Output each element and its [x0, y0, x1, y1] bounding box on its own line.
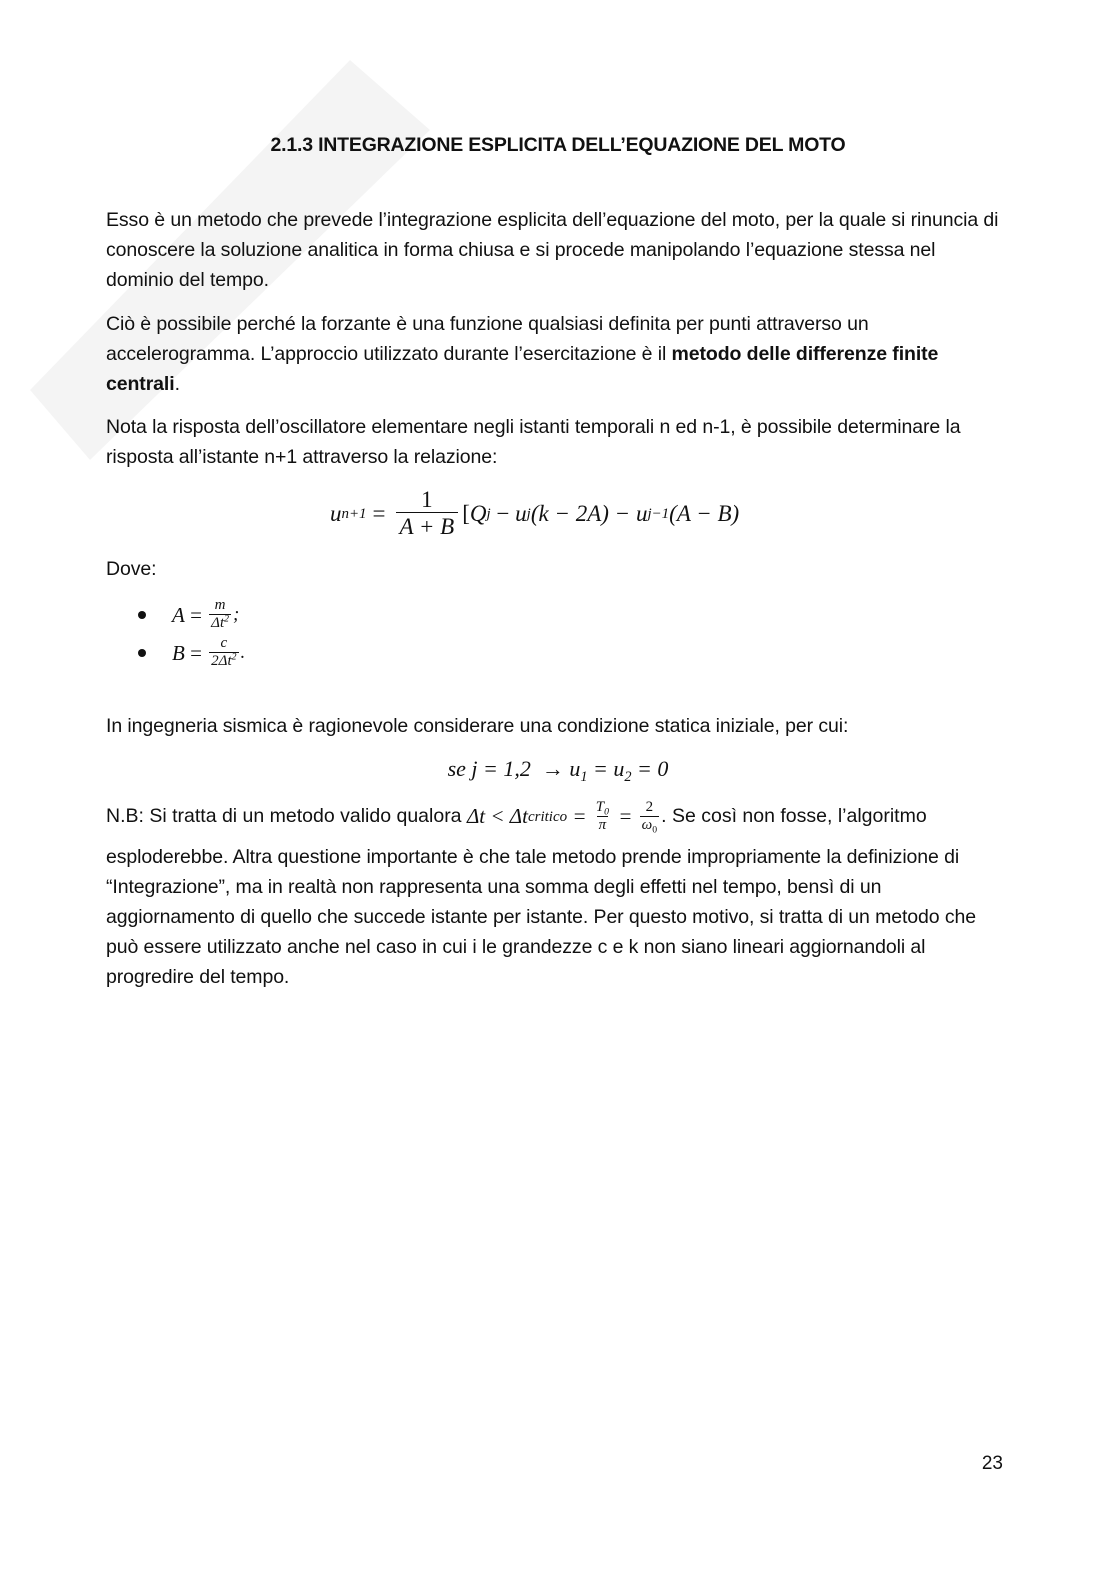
- def-a-den: Δt: [211, 615, 225, 632]
- nb-f1-den: π: [598, 816, 607, 833]
- def-a-fraction: [209, 598, 231, 631]
- def-b-var: B: [172, 640, 185, 665]
- nb-fraction-omega: [640, 799, 659, 836]
- def-b-eq: =: [184, 640, 208, 665]
- paragraph-method-text: Ciò è possibile perché la forzante è una funzione qualsiasi definita per punti attraverso un accelerogramma. L’approccio utilizzato durante l’esercitazione è il: [106, 313, 869, 365]
- nb-f1-num: T: [595, 799, 605, 815]
- list-item: [138, 634, 245, 672]
- nb-tail: . Se così non fosse, l’algoritmo: [661, 805, 927, 828]
- paragraph-intro: Esso è un metodo che prevede l’integrazione esplicita dell’equazione del moto, per la quale si rinuncia di conoscere la soluzione analitica in forma chiusa e si procede manipolando l’equazione stessa nel dominio del tempo.: [106, 209, 999, 291]
- def-b-num: c: [220, 635, 228, 652]
- nb-lead: N.B: Si tratta di un metodo valido qualora: [106, 805, 467, 828]
- eq-q: Q: [469, 501, 487, 526]
- bullet-icon: [138, 611, 146, 619]
- def-b-den-sup: 2: [231, 651, 237, 663]
- eq-frac-num: 1: [421, 487, 433, 513]
- def-a-num: m: [214, 597, 226, 614]
- eq-bracket: [: [462, 501, 470, 526]
- paragraph-method-end: .: [174, 373, 180, 395]
- ic-u2: u: [613, 756, 625, 781]
- def-b-den: 2Δt: [211, 653, 232, 670]
- eq-frac-den: A + B: [396, 512, 459, 541]
- nb-f2-den: ω: [641, 816, 653, 833]
- eq-fraction: [396, 487, 459, 541]
- def-b-end: .: [240, 642, 246, 663]
- page-number: 23: [981, 1453, 1003, 1474]
- ic-end: = 0: [631, 756, 669, 781]
- nb-dt: Δt < Δt: [466, 804, 528, 829]
- ic-u2-sub: 2: [624, 769, 632, 785]
- paragraph-initial-condition: In ingegneria sismica è ragionevole considerare una condizione statica iniziale, per cui:: [106, 715, 849, 737]
- eq-u1: u: [515, 501, 527, 526]
- bullet-icon: [138, 649, 146, 657]
- method-name-bold: metodo delle differenze finite centrali: [106, 343, 939, 395]
- def-a-end: ;: [233, 604, 240, 625]
- nb-note-line: N.B: Si tratta di un metodo valido qualora Δt < Δt critico = $\frac{T_0}{\pi}$ = $\frac{2}{\omega_0}$ . Se così non fosse, l’algoritmo: [106, 799, 927, 836]
- eq-term2: (A − B): [669, 501, 740, 526]
- def-a-var: A: [172, 602, 185, 627]
- recurrence-equation: u n+1 = $\frac{1}{A + B}$ [ Q j − u j (k − 2A) − u j−1 (A − B): [330, 487, 740, 540]
- eq-lhs-var: u: [330, 501, 342, 526]
- ic-u1: u: [569, 756, 581, 781]
- eq-equals: =: [372, 501, 386, 526]
- def-a-den-sup: 2: [224, 613, 230, 625]
- ic-u1-sub: 1: [580, 769, 588, 785]
- paragraph-conclusion: esploderebbe. Altra questione importante è che tale metodo prende impropriamente la definizione di “Integrazione”, ma in realtà non rappresenta una somma degli effetti nel tempo, bensì di un aggiornamento di quello che succede istante per istante. Per questo motivo, si tratta di un metodo che può essere utilizzato anche nel caso in cui i le grandezze c e k non siano lineari aggiornandoli al progredire del tempo.: [106, 846, 976, 988]
- dove-label: Dove:: [106, 558, 157, 580]
- nb-f2-num: 2: [645, 799, 654, 815]
- eq-minus: −: [490, 501, 516, 526]
- nb-f2-den-sub: 0: [652, 824, 658, 836]
- nb-f1-num-sub: 0: [604, 806, 609, 818]
- eq-term1: (k − 2A) −: [530, 501, 636, 526]
- def-a-eq: =: [184, 602, 208, 627]
- ic-mid: =: [587, 756, 614, 781]
- nb-eq1: =: [567, 804, 592, 829]
- definitions-list: [138, 596, 245, 672]
- nb-fraction-t0: [594, 800, 611, 833]
- list-item: [138, 596, 245, 634]
- paragraph-method: [106, 309, 1006, 399]
- paragraph-response: Nota la risposta dell’oscillatore elementare negli istanti temporali n ed n-1, è possibile determinare la risposta all’istante n+1 attraverso la relazione:: [106, 416, 961, 468]
- nb-eq2: =: [613, 804, 638, 829]
- initial-condition-equation: [0, 756, 1116, 785]
- ic-text: se j = 1,2 →: [447, 756, 570, 781]
- eq-u2: u: [635, 501, 648, 526]
- def-b-fraction: [209, 636, 238, 669]
- section-title: 2.1.3 INTEGRAZIONE ESPLICITA DELL’EQUAZIONE DEL MOTO: [270, 134, 846, 156]
